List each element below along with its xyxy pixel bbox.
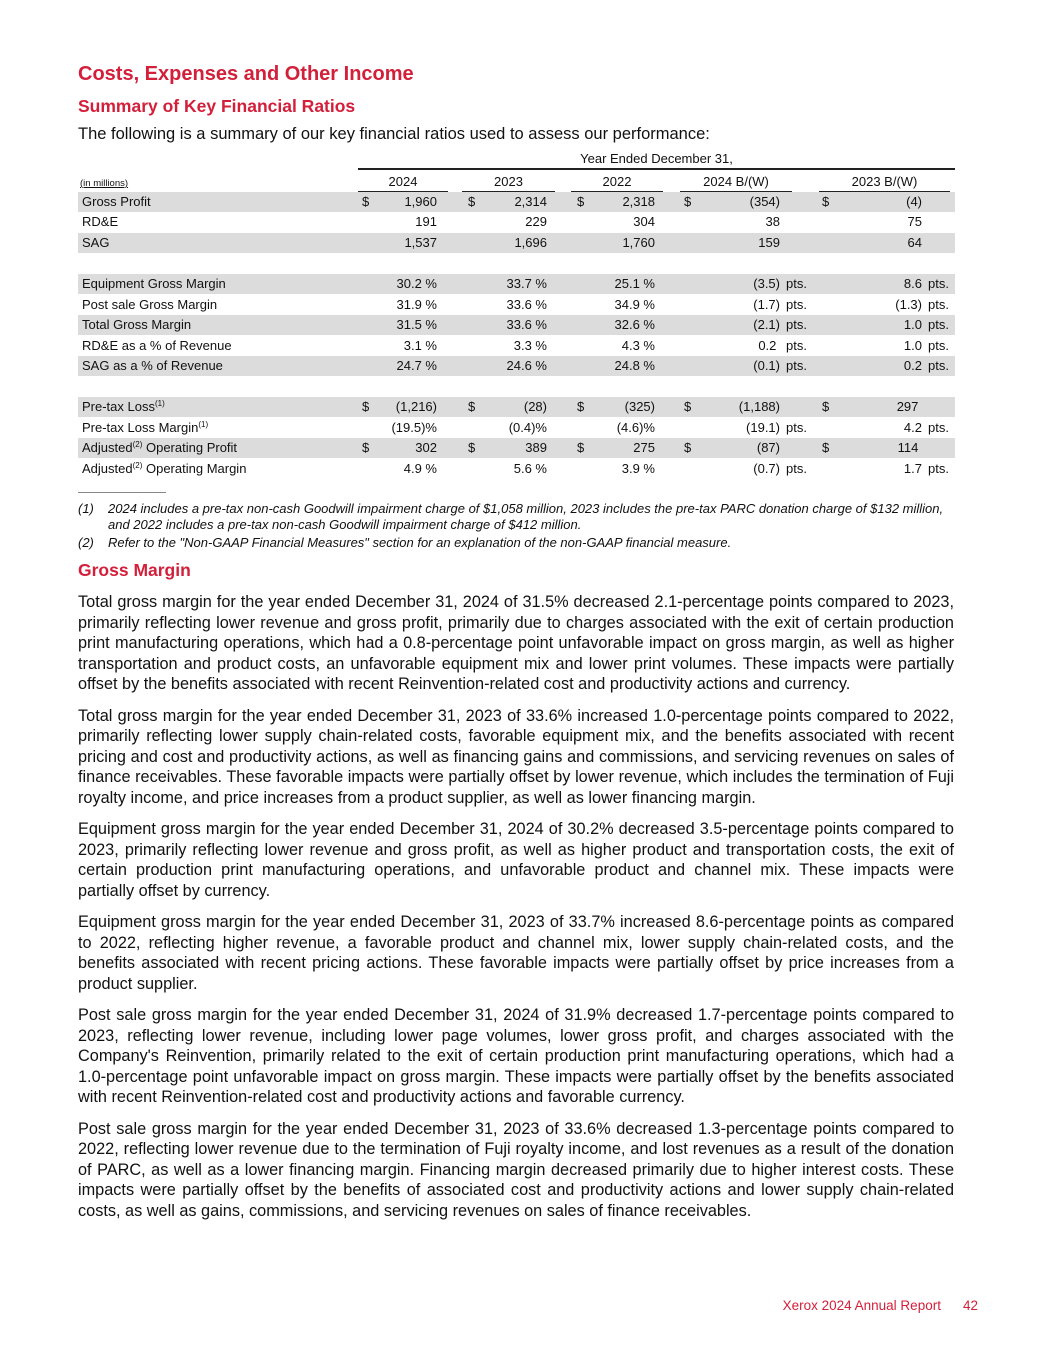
- row-label: [82, 315, 191, 335]
- table-row: [78, 315, 955, 335]
- dollar-sign: $: [822, 399, 830, 414]
- cell-value: 1.0: [903, 317, 922, 332]
- footnote-text: Refer to the "Non-GAAP Financial Measures" section for an explanation of the non-GAAP financial measure.: [108, 535, 732, 550]
- cell-value: 4.9 %: [403, 461, 437, 476]
- row-label: [82, 274, 226, 294]
- dollar-sign: $: [822, 440, 830, 455]
- cell-value: (2.1): [753, 317, 780, 332]
- table-row: [78, 356, 955, 376]
- row-label-text: SAG as a % of Revenue: [82, 358, 223, 373]
- table-row: [78, 295, 955, 315]
- pts-suffix: pts.: [786, 338, 807, 353]
- cell-value: 64: [907, 235, 922, 250]
- dollar-sign: $: [362, 399, 370, 414]
- cell-value: 8.6: [903, 276, 922, 291]
- cell-value: 33.6 %: [506, 317, 547, 332]
- cell-value: (1.7): [753, 297, 780, 312]
- page-footer: [761, 1298, 978, 1313]
- report-name: Xerox 2024 Annual Report: [782, 1298, 941, 1313]
- row-label: [82, 418, 208, 438]
- cell-value: 275: [633, 440, 655, 455]
- pts-suffix: pts.: [786, 317, 807, 332]
- body-text: [78, 592, 954, 1232]
- row-label-text: SAG: [82, 235, 110, 250]
- table-row: [78, 233, 955, 253]
- footnote-divider: [78, 492, 166, 493]
- column-header: 2024: [358, 174, 448, 193]
- table-row: [78, 336, 955, 356]
- cell-value: 5.6 %: [513, 461, 547, 476]
- gross-margin-heading: Gross Margin: [78, 560, 191, 580]
- pts-suffix: pts.: [786, 297, 807, 312]
- row-label: [82, 295, 217, 315]
- column-header: 2023 B/(W): [819, 174, 950, 193]
- footnote-ref: (2): [132, 461, 143, 470]
- pts-suffix: pts.: [928, 358, 949, 373]
- year-ended-header: Year Ended December 31,: [358, 151, 955, 170]
- cell-value: (0.1): [753, 358, 780, 373]
- dollar-sign: $: [362, 194, 370, 209]
- table-row: [78, 274, 955, 294]
- cell-value: (19.5)%: [391, 420, 437, 435]
- cell-value: 31.9 %: [396, 297, 437, 312]
- cell-value: 33.7 %: [506, 276, 547, 291]
- cell-value: 25.1 %: [614, 276, 655, 291]
- table-row: [78, 459, 955, 479]
- cell-value: (87): [756, 440, 780, 455]
- paragraph: Equipment gross margin for the year ended December 31, 2024 of 30.2% decreased 3.5-percentage points compared to 2023, primarily reflecting lower revenue and gross profit, as well as higher product and transportation costs, the exit of certain production print manufacturing operations, and unfavorable product and channel mix. These impacts were partially offset by currency.: [78, 820, 954, 900]
- pts-suffix: pts.: [928, 461, 949, 476]
- unit-label: (in millions): [80, 178, 129, 189]
- dollar-sign: $: [362, 440, 370, 455]
- footnote-ref: (1): [198, 420, 209, 429]
- cell-value: (4): [906, 194, 922, 209]
- section-heading: Costs, Expenses and Other Income: [78, 63, 414, 85]
- column-header: 2023: [462, 174, 555, 193]
- cell-value: (28): [523, 399, 547, 414]
- cell-value: 1,537: [404, 235, 437, 250]
- cell-value: 30.2 %: [396, 276, 437, 291]
- table-row: [78, 438, 955, 458]
- cell-value: (1,188): [738, 399, 780, 414]
- row-label: [82, 212, 118, 232]
- cell-value: 38: [765, 214, 780, 229]
- row-label: [82, 192, 151, 212]
- paragraph: Equipment gross margin for the year ended December 31, 2023 of 33.7% increased 8.6-percentage points as compared to 2022, reflecting higher revenue, a favorable product and channel mix, lower supply chain-related costs, and the benefits associated with recent pricing actions. These favorable impacts were partially offset by price increases from a product supplier.: [78, 913, 954, 993]
- pts-suffix: pts.: [786, 276, 807, 291]
- row-label-text: RD&E as a % of Revenue: [82, 338, 232, 353]
- cell-value: 1,760: [622, 235, 655, 250]
- cell-value: 24.6 %: [506, 358, 547, 373]
- cell-value: 2,318: [622, 194, 655, 209]
- dollar-sign: $: [684, 440, 692, 455]
- footnote-ref: (2): [132, 440, 143, 449]
- pts-suffix: pts.: [928, 276, 949, 291]
- table-row: [78, 192, 955, 212]
- table-row: [78, 418, 955, 438]
- cell-value: 34.9 %: [614, 297, 655, 312]
- cell-value: 75: [907, 214, 922, 229]
- cell-value: (4.6)%: [616, 420, 655, 435]
- row-label-text: Equipment Gross Margin: [82, 276, 226, 291]
- subsection-heading: Summary of Key Financial Ratios: [78, 96, 356, 116]
- row-label-text: Gross Profit: [82, 194, 151, 209]
- dollar-sign: $: [684, 194, 692, 209]
- dollar-sign: $: [577, 399, 585, 414]
- row-label: [82, 459, 246, 479]
- cell-value: 159: [758, 235, 780, 250]
- pts-suffix: pts.: [928, 297, 949, 312]
- row-label-text: Total Gross Margin: [82, 317, 192, 332]
- cell-value: 1.0: [903, 338, 922, 353]
- dollar-sign: $: [468, 440, 476, 455]
- pts-suffix: pts.: [786, 358, 807, 373]
- paragraph: Post sale gross margin for the year ended December 31, 2024 of 31.9% decreased 1.7-percentage points compared to 2023, reflecting lower revenue, including lower page volumes, lower gross profit, and charges associated with the Company's Reinvention, primarily related to the exit of certain production print manufacturing operations, which had a 1.0-percentage point unfavorable impact on gross margin. These impacts were partially offset by the benefits associated with recent Reinvention-related cost and productivity actions and favorable currency.: [78, 1006, 954, 1106]
- paragraph: Post sale gross margin for the year ended December 31, 2023 of 33.6% decreased 1.3-percentage points compared to 2022, reflecting lower revenue due to the termination of Fuji royalty income, and lost revenues as a result of the donation of PARC, as well as a lower financing margin. Financing margin decreased primarily due to higher interest costs. These impacts were partially offset by the benefits of associated cost and productivity actions and lower supply chain-related costs, as well as gains, commissions, and servicing revenues on sales of finance receivables.: [78, 1119, 954, 1220]
- cell-value: 1,960: [404, 194, 437, 209]
- dollar-sign: $: [684, 399, 692, 414]
- row-label: [82, 336, 232, 356]
- row-label-text: Adjusted: [82, 461, 133, 476]
- cell-value: 2,314: [514, 194, 547, 209]
- dollar-sign: $: [577, 194, 585, 209]
- table-row: [78, 397, 955, 417]
- cell-value: (0.7): [753, 461, 780, 476]
- cell-value: 3.3 %: [513, 338, 547, 353]
- cell-value: 304: [633, 214, 655, 229]
- cell-value: 31.5 %: [396, 317, 437, 332]
- row-label: [82, 397, 165, 417]
- cell-value: 0.2: [758, 338, 780, 353]
- footnote-ref: (1): [154, 399, 165, 408]
- paragraph: Total gross margin for the year ended December 31, 2024 of 31.5% decreased 2.1-percentage points compared to 2023, primarily reflecting lower revenue and gross profit, primarily due to charges associated with the exit of certain production print manufacturing operations, which had a 0.8-percentage point unfavorable impact on gross margin, as well as higher transportation and product costs, an unfavorable equipment mix and lower print volumes. These impacts were partially offset by the benefits associated with recent Reinvention-related cost and productivity actions and currency.: [78, 593, 954, 693]
- row-label-text: Pre-tax Loss Margin: [82, 420, 199, 435]
- cell-value: (354): [749, 194, 780, 209]
- cell-value: 3.9 %: [621, 461, 655, 476]
- cell-value: 4.2: [903, 420, 922, 435]
- footnote-text: 2024 includes a pre-tax non-cash Goodwill impairment charge of $1,058 million, 2023 includes the pre-tax PARC donation charge of $132 million, and 2022 includes a pre-tax non-cash Goodwill impairment charge of $412 million.: [108, 501, 944, 532]
- cell-value: 389: [525, 440, 547, 455]
- cell-value: 229: [525, 214, 547, 229]
- row-label-text: Pre-tax Loss: [82, 399, 155, 414]
- cell-value: (19.1): [746, 420, 780, 435]
- pts-suffix: pts.: [928, 420, 949, 435]
- cell-value: 191: [415, 214, 437, 229]
- cell-value: (0.4)%: [508, 420, 547, 435]
- dollar-sign: $: [468, 399, 476, 414]
- cell-value: 32.6 %: [614, 317, 655, 332]
- cell-value: 24.7 %: [396, 358, 437, 373]
- cell-value: 3.1 %: [403, 338, 437, 353]
- table-row: [78, 212, 955, 232]
- cell-value: 1,696: [514, 235, 547, 250]
- footnote-1: [78, 501, 953, 533]
- row-label-text: RD&E: [82, 214, 119, 229]
- cell-value: (1,216): [395, 399, 437, 414]
- cell-value: 4.3 %: [621, 338, 655, 353]
- dollar-sign: $: [822, 194, 830, 209]
- row-label: [82, 233, 109, 253]
- pts-suffix: pts.: [928, 338, 949, 353]
- cell-value: (325): [624, 399, 655, 414]
- cell-value: 1.7: [903, 461, 922, 476]
- footnote-2: [78, 535, 953, 551]
- row-label: [82, 356, 223, 376]
- cell-value: 24.8 %: [614, 358, 655, 373]
- footnote-number: (1): [78, 501, 94, 516]
- cell-value: 297: [896, 399, 922, 414]
- cell-value: (1.3): [895, 297, 922, 312]
- intro-text: The following is a summary of our key financial ratios used to assess our performance:: [78, 125, 710, 143]
- cell-value: 0.2: [903, 358, 922, 373]
- dollar-sign: $: [468, 194, 476, 209]
- pts-suffix: pts.: [786, 461, 807, 476]
- row-label: [82, 438, 237, 458]
- dollar-sign: $: [577, 440, 585, 455]
- page-number: 42: [962, 1298, 978, 1313]
- pts-suffix: pts.: [928, 317, 949, 332]
- column-header: 2022: [571, 174, 663, 193]
- cell-value: 33.6 %: [506, 297, 547, 312]
- row-label-text: Adjusted: [82, 440, 133, 455]
- row-label-text: Operating Margin: [142, 461, 247, 476]
- row-label-text: Post sale Gross Margin: [82, 297, 218, 312]
- pts-suffix: pts.: [786, 420, 807, 435]
- cell-value: 302: [415, 440, 437, 455]
- cell-value: (3.5): [753, 276, 780, 291]
- row-label-text: Operating Profit: [142, 440, 238, 455]
- cell-value: 114: [897, 440, 922, 455]
- paragraph: Total gross margin for the year ended December 31, 2023 of 33.6% increased 1.0-percentage points compared to 2022, primarily reflecting lower supply chain-related costs, favorable equipment mix, and the benefits associated with recent pricing and cost and productivity actions, as well as financing gains and commissions, and servicing revenues on sales of finance receivables. These favorable impacts were partially offset by lower revenue, which includes the termination of Fuji royalty income, and price increases from a product supplier, as well as lower financing margin.: [78, 706, 954, 807]
- column-header: 2024 B/(W): [680, 174, 792, 193]
- footnote-number: (2): [78, 535, 94, 550]
